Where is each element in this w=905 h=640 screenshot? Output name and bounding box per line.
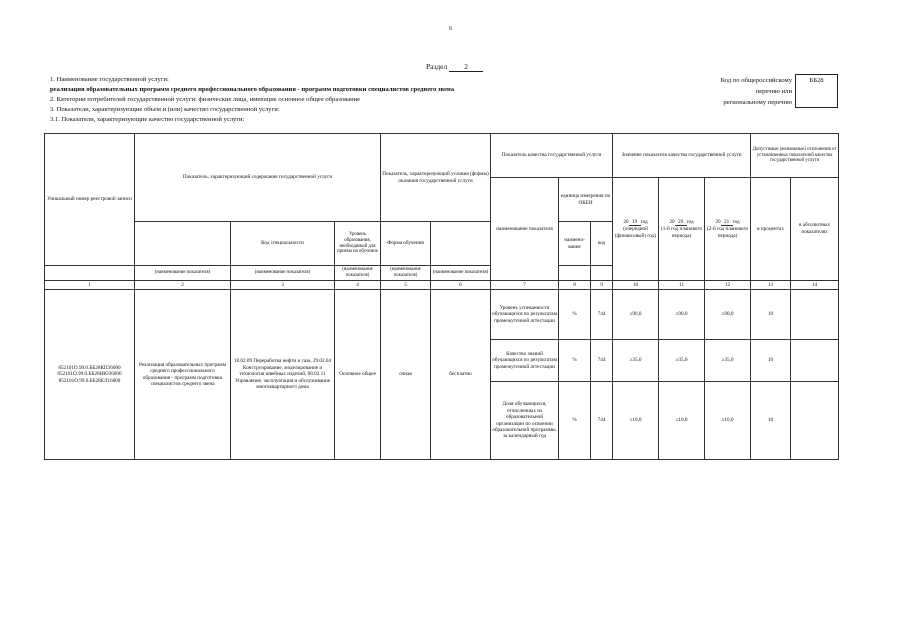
value-year3: ≤10,0 — [705, 382, 751, 460]
registry-code-box — [795, 74, 838, 108]
value-year2: ≥35,0 — [659, 340, 705, 382]
cost-cell: бесплатно — [431, 290, 491, 460]
sub-name-1: (наименование показателя) — [135, 266, 231, 281]
header-form: Форма обучения — [381, 222, 431, 266]
header-percent: в процентах — [751, 178, 791, 281]
col-number: 14 — [791, 280, 839, 289]
header-registry: Уникальный номер реестровой записи — [45, 134, 135, 266]
unit-code: 744 — [591, 382, 613, 460]
deviation-absolute — [791, 340, 839, 382]
value-year1: ≤10,0 — [613, 382, 659, 460]
education-level-cell: Основное общее — [335, 290, 381, 460]
header-unit-code: код — [591, 222, 613, 266]
col-number: 11 — [659, 280, 705, 289]
sub-name-4: (наименование показателя) — [381, 266, 431, 281]
sub-name-5: (наименование показателя) — [431, 266, 491, 281]
form-cell: очная — [381, 290, 431, 460]
header-value: Значение показателя качества государственной услуги — [613, 134, 751, 178]
deviation-percent: 10 — [751, 382, 791, 460]
header-blank — [431, 222, 491, 266]
section-number: 2 — [449, 62, 483, 72]
page-number: 6 — [449, 26, 452, 32]
registry-numbers: 852101О.99.0.ББ28КП36000 852101О.99.0.ББ28НЮ36000 852101О.99.0.ББ28ЕЛ16000 — [45, 290, 135, 460]
year1-value: 19 — [629, 219, 641, 226]
value-year3: ≥35,0 — [705, 340, 751, 382]
indicator-name: Уровень успеваемости обучающихся по результатам промежуточной аттестации — [491, 290, 559, 340]
section-label: Раздел — [426, 62, 448, 71]
col-number: 12 — [705, 280, 751, 289]
header-registry-sub — [45, 266, 135, 281]
header-absolute: в абсолютных показателях — [791, 178, 839, 281]
deviation-percent: 10 — [751, 290, 791, 340]
quality-line: 3.1. Показатели, характеризующие качество государственной услуги: — [50, 116, 245, 123]
deviation-absolute — [791, 382, 839, 460]
col-number: 5 — [381, 280, 431, 289]
indicators-line: 3. Показатели, характеризующие объем и (или) качество государственной услуги: — [50, 106, 280, 113]
code-label-2: перечню или — [755, 88, 792, 95]
unit-name: % — [559, 290, 591, 340]
header-year2: 20 20 год (1-й год планового периода) — [659, 178, 705, 281]
col-number: 4 — [335, 280, 381, 289]
indicator-name: Качество знаний обучающихся по результатам промежуточной аттестации — [491, 340, 559, 382]
program-cell: Реализация образовательных программ среднего профессионального образования - программ подготовки специалистов среднего звена — [135, 290, 231, 460]
unit-code: 744 — [591, 290, 613, 340]
col-number: 6 — [431, 280, 491, 289]
value-year3: ≥90,0 — [705, 290, 751, 340]
col-number: 10 — [613, 280, 659, 289]
header-indicator-name: наименование показателя — [491, 178, 559, 281]
header-unit: единица измерения по ОКЕИ — [559, 178, 613, 222]
header-specialty-code: Код специальности — [231, 222, 335, 266]
specialties-cell: 18.02.09 Переработка нефти и газа, 29.02.04 Конструирование, моделирование и технология швейных изделий, 08.02.11 Управление, эксплуатация и обслуживание многоквартирного дома — [231, 290, 335, 460]
code-label-1: Код по общероссийскому — [720, 77, 792, 84]
consumers-line: 2. Категории потребителей государственной услуги: физические лица, имеющие основное общее образование — [50, 96, 361, 103]
col-number: 7 — [491, 280, 559, 289]
table-row — [45, 290, 839, 340]
header-unit-name: наимено-вание — [559, 222, 591, 266]
col-number: 13 — [751, 280, 791, 289]
col-number: 3 — [231, 280, 335, 289]
value-year2: ≥90,0 — [659, 290, 705, 340]
sub-unit-code — [591, 266, 613, 281]
unit-name: % — [559, 382, 591, 460]
header-content: Показатель, характеризующий содержание государственной услуги — [135, 134, 381, 222]
header-conditions: Показатель, характеризующий условия (формы) оказания государственной услуги — [381, 134, 491, 222]
col-number: 9 — [591, 280, 613, 289]
year2-value: 20 — [675, 219, 687, 226]
service-name-label: 1. Наименование государственной услуги: — [50, 76, 169, 83]
sub-unit-name — [559, 266, 591, 281]
unit-name: % — [559, 340, 591, 382]
deviation-absolute — [791, 290, 839, 340]
value-year1: ≥90,0 — [613, 290, 659, 340]
year3-value: 21 — [721, 219, 733, 226]
col-number: 8 — [559, 280, 591, 289]
deviation-percent: 10 — [751, 340, 791, 382]
sub-name-3: (наименование показателя) — [335, 266, 381, 281]
registry-code: ББ28 — [809, 77, 824, 84]
header-education-level: Уровень образования, необходимый для приема на обучение — [335, 222, 381, 266]
indicator-name: Доля обучающихся, отчисленных из образовательной организации по освоении образовательной программы, за календарный год — [491, 382, 559, 460]
code-label-3: региональному перечню — [723, 99, 792, 106]
col-number: 1 — [45, 280, 135, 289]
header-quality: Показатель качества государственной услуги — [491, 134, 613, 178]
unit-code: 744 — [591, 340, 613, 382]
header-year3: 20 21 год (2-й год планового периода) — [705, 178, 751, 281]
quality-table — [44, 133, 839, 460]
value-year1: ≥35,0 — [613, 340, 659, 382]
section-heading — [426, 62, 483, 72]
sub-name-2: (наименование показателя) — [231, 266, 335, 281]
header-year1: 20 19 год (очередной (финансовый) год) — [613, 178, 659, 281]
header-deviation: Допустимые (возможные) отклонения от установленных показателей качества государственной услуги — [751, 134, 839, 178]
col-number: 2 — [135, 280, 231, 289]
header-program — [135, 222, 231, 266]
service-name-value: реализация образовательных программ среднего профессионального образования - программ подготовки специалистов среднего звена — [50, 86, 455, 93]
value-year2: ≤10,0 — [659, 382, 705, 460]
